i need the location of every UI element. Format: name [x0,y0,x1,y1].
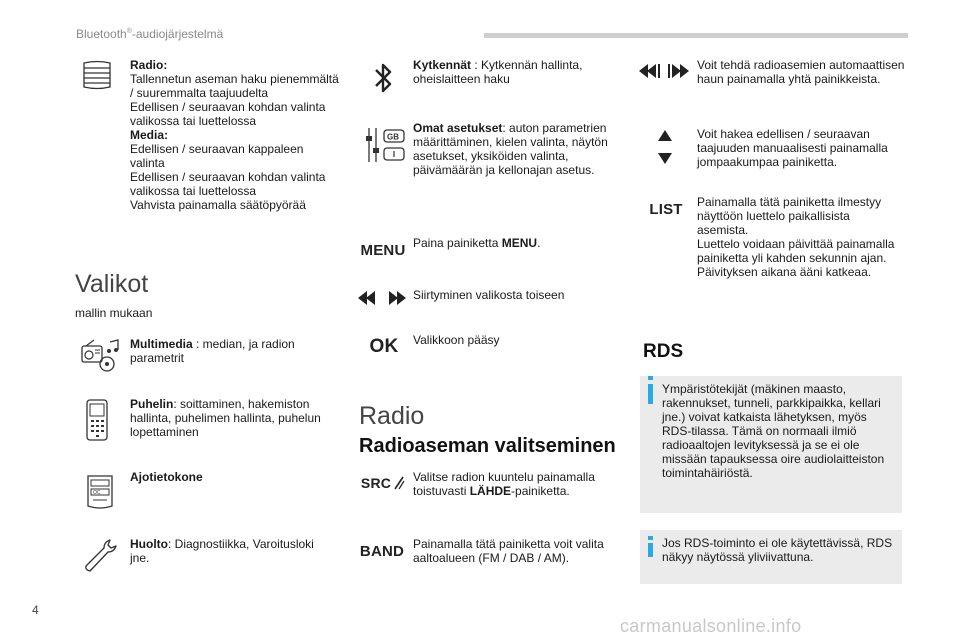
section-subtitle-radioaseman-valitseminen: Radioaseman valitseminen [359,435,616,457]
settings-icon [364,124,406,166]
menu-item-puhelin: Puhelin: soittaminen, hakemiston hallinta, puhelimen hallinta, puhelun lopettaminen [130,397,321,439]
src-button-icon: SRC [360,472,406,494]
section-title-rds: RDS [643,341,684,362]
ok-button-icon: OK [369,336,399,357]
multimedia-icon [80,338,120,372]
menu-item-kytkennat: Kytkennät : Kytkennän hallinta, oheislaitteen haku [413,58,583,86]
list-button-icon: LIST [649,200,683,218]
menu-item-multimedia: Multimedia : median, ja radion parametrit [130,337,295,365]
info-icon-bar [648,543,653,557]
src-description: Valitse radion kuuntelu painamalla toistuvasti LÄHDE-painiketta. [413,470,595,498]
rotary-dial-icon [80,60,114,90]
list-description: Painamalla tätä painiketta ilmestyy näyttöön luettelo paikallisista asemista. Luettelo voidaan päivittää painamalla painiketta yli kahden sekunnin ajan. Päivityksen aikana ääni katkeaa. [697,195,895,279]
trip-computer-icon [84,472,116,512]
band-description: Painamalla tätä painiketta voit valita aaltoalueen (FM / DAB / AM). [413,537,604,565]
watermark: carmanualsonline.info [620,616,802,636]
info-icon [648,376,653,380]
band-button-icon: BAND [359,542,405,560]
left-right-arrows-icon [357,288,407,308]
menu-item-omat-asetukset: Omat asetukset: auton parametrien määrittäminen, kielen valinta, näytön asetukset, yksiköiden valinta, päivämäärän ja kellonajan asetus. [413,121,608,177]
info-note-rds: Jos RDS-toiminto ei ole käytettävissä, RDS näkyy näytössä yliviivattuna. [640,530,902,584]
menu-item-huolto: Huolto: Diagnostiikka, Varoitusloki jne. [130,537,314,565]
wrench-icon [82,538,118,574]
navigation-description: Siirtyminen valikosta toiseen [413,288,565,302]
valikot-subtitle: mallin mukaan [75,306,153,320]
info-note-environment: Ympäristötekijät (mäkinen maasto, rakennukset, tunneli, parkkipaikka, kellari jne.) voivat katkaista lähetyksen, myös RDS-tilassa. Tämä on normaali ilmiö radioaaltojen levityksessä ja se ei ole missään tapauksessa oire audiolaitteiston toimintahäiriöstä. [640,376,902,513]
phone-icon [84,398,110,442]
radio-media-description: Radio: Tallennetun aseman haku pienemmältä / suuremmalta taajuudelta Edellisen / seuraavan kohdan valinta valikossa tai luettelossa Media: Edellisen / seuraavan kappaleen valinta Edellisen / seuraavan kohdan valinta valikossa tai luettelossa Vahvista painamalla säätöpyörää [130,58,339,212]
page-number: 4 [32,603,39,617]
header-rule [484,33,908,38]
menu-item-ajotietokone: Ajotietokone [130,470,203,484]
menu-button-description: Paina painiketta MENU. [413,236,541,250]
section-title-valikot: Valikot [75,270,149,298]
menu-button-icon: MENU [360,241,406,259]
info-icon-bar [648,384,653,404]
svg-text:GB: GB [387,132,399,142]
manual-tune-description: Voit hakea edellisen / seuraavan taajuuden manuaalisesti painamalla jompaakumpaa painiketta. [697,127,888,169]
up-down-arrows-icon [655,128,675,166]
bluetooth-icon [370,60,396,96]
info-icon [648,536,653,540]
seek-description: Voit tehdä radioasemien automaattisen haun painamalla yhtä painikkeista. [697,58,905,86]
svg-text:OC: OC [93,490,101,496]
running-header: Bluetooth®-audiojärjestelmä [76,27,224,41]
section-title-radio: Radio [359,402,425,430]
seek-arrows-icon [638,62,690,80]
ok-description: Valikkoon pääsy [413,333,500,347]
